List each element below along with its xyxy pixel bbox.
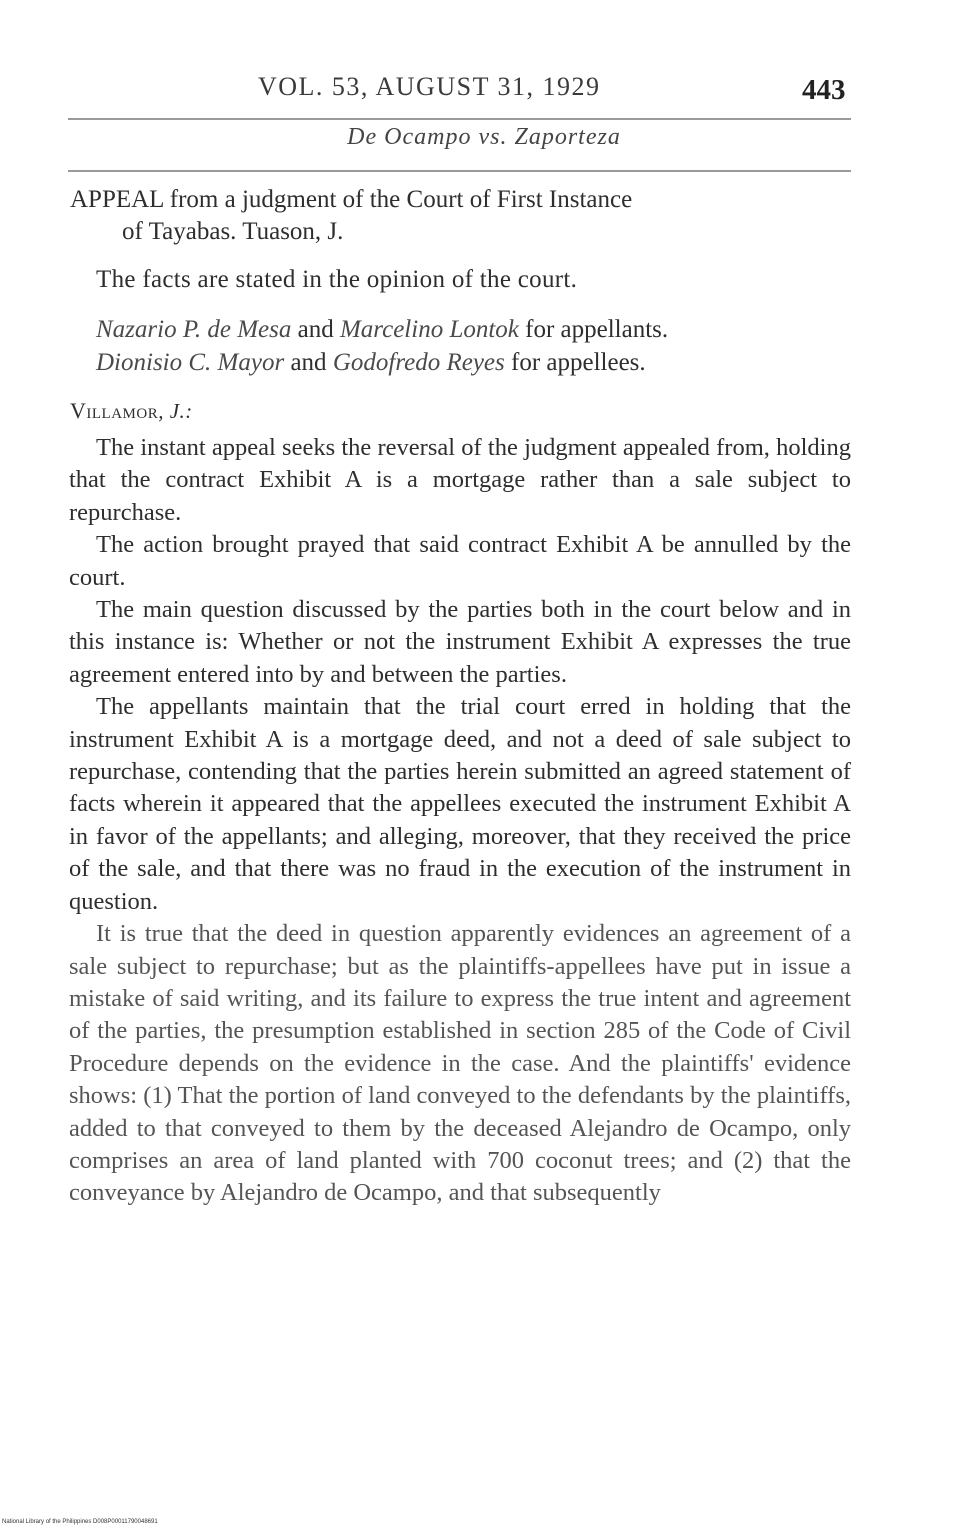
opinion-paragraph: It is true that the deed in question apparently evidences an agreement of a sale subject to repurchase; but as the plaintiffs-appellees have put in issue a mistake of said writing, and its failure to express the true intent and agreement of the parties, the presumption established in section 285 of the Code of Civil Procedure depends on the evidence in the case. And the plaintiffs' evidence shows: (1) That the portion of land conveyed to the defendants by the plaintiffs, added to that conveyed to them by the deceased Alejandro de Ocampo, only comprises an area of land planted with 700 coconut trees; and (2) that the conveyance by Alejandro de Ocampo, and that subsequently — [69, 920, 851, 1207]
ponente — [70, 398, 193, 424]
counsel-appellants — [96, 316, 668, 344]
appeal-line-1: APPEAL from a judgment of the Court of First Instance — [70, 186, 633, 213]
counsel-name: Godofredo Reyes — [332, 349, 505, 376]
ponente-name: Villamor — [70, 398, 159, 423]
counsel-role: for appellees. — [504, 349, 646, 376]
opinion-paragraph: The appellants maintain that the trial court erred in holding that the instrument Exhibit A is a mortgage deed, and not a deed of sale subject to repurchase, contending that the parties herein submitted an agreed statement of facts wherein it appeared that the appellees executed the instrument Exhibit A in favor of the appellants; and alleging, moreover, that they received the price of the sale, and that there was no fraud in the execution of the instrument in question. — [69, 693, 851, 915]
running-head: VOL. 53, AUGUST 31, 1929 — [258, 72, 601, 101]
appeal-statement — [70, 184, 852, 248]
header-rule-top — [68, 118, 851, 120]
header-rule-bottom — [68, 170, 851, 172]
scan-footer: National Library of the Philippines D008P00011790048691 — [2, 1519, 158, 1525]
case-title: De Ocampo vs. Zaporteza — [347, 124, 621, 150]
opinion-body — [69, 432, 851, 1210]
counsel-name: Marcelino Lontok — [339, 316, 519, 343]
facts-statement: The facts are stated in the opinion of the court. — [96, 266, 578, 293]
counsel-conjunction: and — [284, 349, 333, 376]
counsel-name: Nazario P. de Mesa — [96, 316, 292, 343]
counsel-role: for appellants. — [518, 316, 669, 343]
page-number: 443 — [802, 74, 846, 106]
ponente-suffix: , J.: — [158, 399, 193, 423]
counsel-appellees — [96, 349, 646, 377]
opinion-paragraph: The instant appeal seeks the reversal of the judgment appealed from, holding that the contract Exhibit A is a mortgage rather than a sale subject to repurchase. — [69, 434, 851, 526]
counsel-conjunction: and — [291, 316, 340, 343]
counsel-name: Dionisio C. Mayor — [96, 349, 285, 376]
opinion-paragraph: The action brought prayed that said contract Exhibit A be annulled by the court. — [69, 531, 851, 591]
appeal-line-2: of Tayabas. Tuason, J. — [122, 218, 344, 245]
opinion-paragraph: The main question discussed by the parties both in the court below and in this instance is: Whether or not the instrument Exhibit A expresses the true agreement entered into by and between the parties. — [69, 596, 851, 688]
